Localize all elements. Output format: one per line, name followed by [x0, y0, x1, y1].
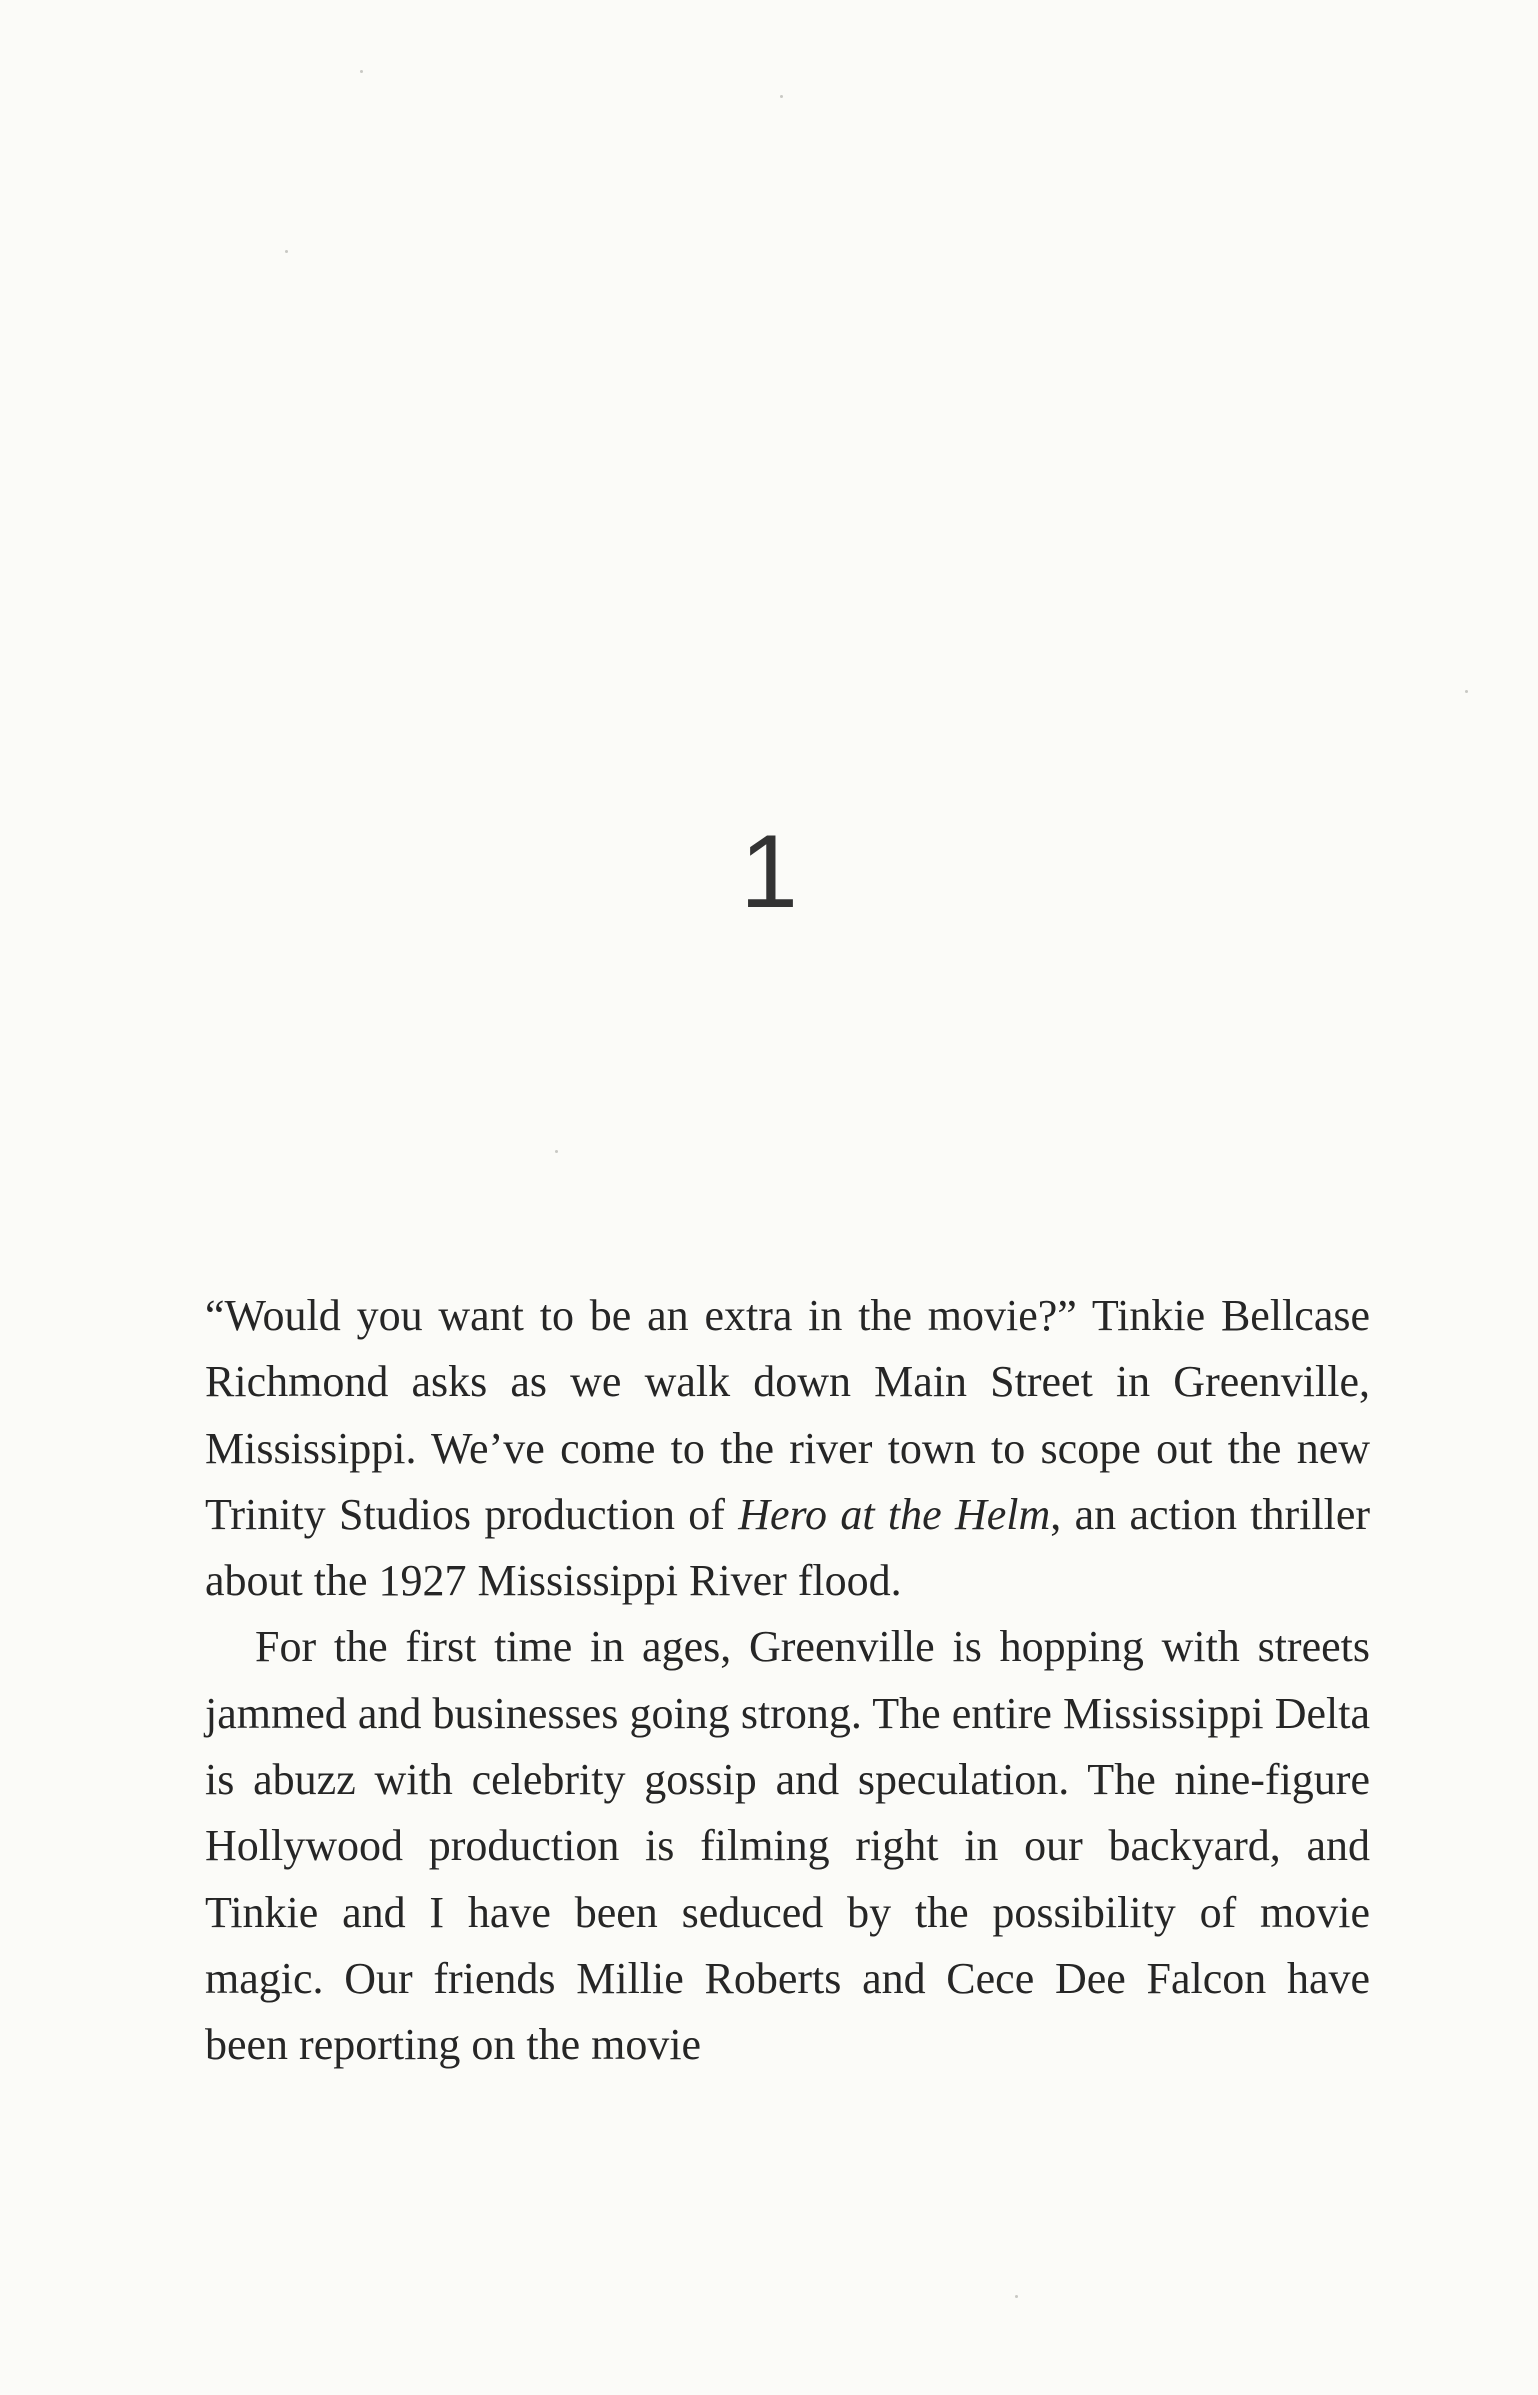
paper-speck: [1465, 690, 1468, 693]
paragraph-1-text-end: , an action thriller about the 1927 Mississippi River flood.: [205, 1489, 1370, 1606]
paper-speck: [1015, 2295, 1018, 2298]
paragraph-2: For the first time in ages, Greenville is hopping with streets jammed and businesses going strong. The entire Mississippi Delta is abuzz with celebrity gossip and speculation. The nine-figure Hollywood production is filming right in our backyard, and Tinkie and I have been seduced by the possibility of movie magic. Our friends Millie Roberts and Cece Dee Falcon have been reporting on the movie: [205, 1622, 1370, 2070]
book-title-italic: Hero at the Helm: [738, 1489, 1051, 1539]
paper-speck: [780, 95, 783, 98]
paper-speck: [360, 70, 363, 73]
paper-speck: [285, 250, 288, 253]
chapter-number: 1: [740, 814, 798, 930]
paragraph-1: [205, 1283, 1370, 1614]
chapter-body: [205, 1283, 1370, 2079]
paragraph-1-text-start: “Would you want to be an extra in the movie?” Tinkie Bellcase Richmond asks as we walk down Main Street in Greenville, Mississippi. We’ve come to the river town to scope out the new Trinity Studios production of: [205, 1291, 1370, 1539]
paper-speck: [555, 1150, 558, 1153]
